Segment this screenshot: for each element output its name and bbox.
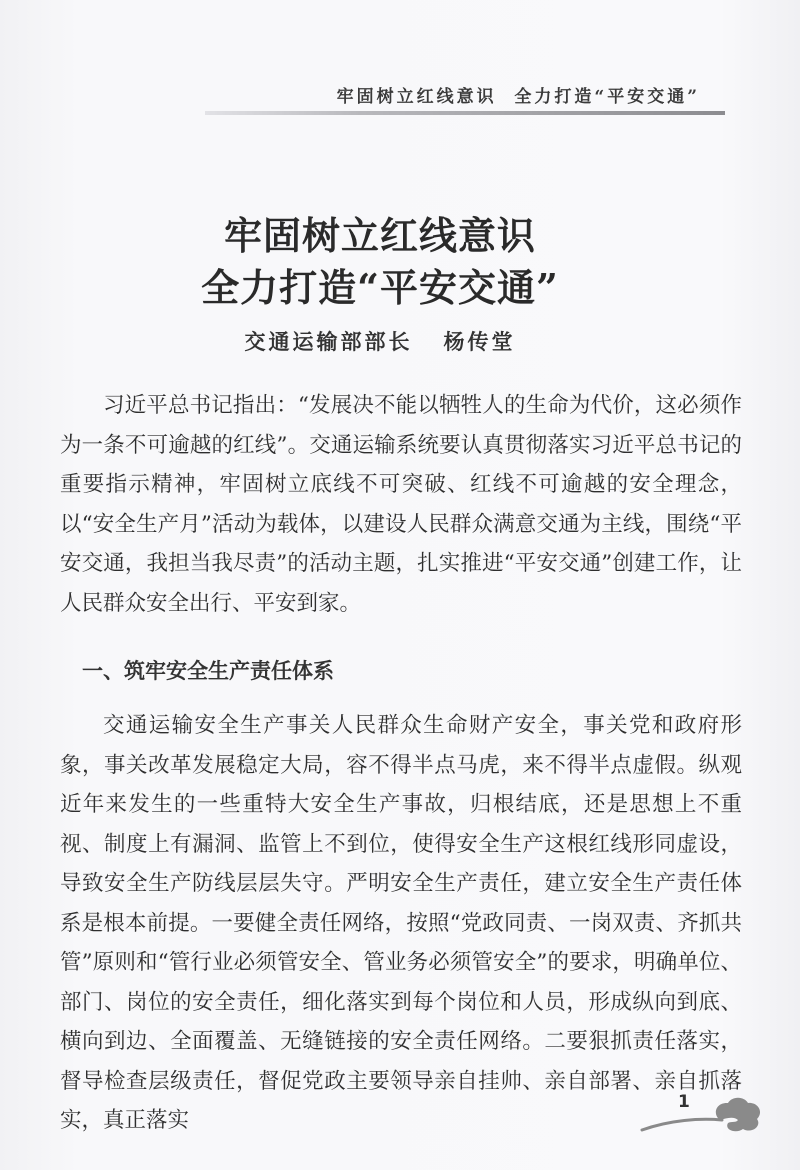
- author-byline: 交通运输部部长 杨传堂: [244, 329, 516, 354]
- article-title: [0, 210, 760, 314]
- header-rule-divider: [205, 111, 725, 115]
- intro-paragraph: 习近平总书记指出：“发展决不能以牺牲人的生命为代价，这必须作为一条不可逾越的红线”。交通运输系统要认真贯彻落实习近平总书记的重要指示精神，牢固树立底线不可突破、红线不可逾越的安全理念，以“安全生产月”活动为载体，以建设人民群众满意交通为主线，围绕“平安交通，我担当我尽责”的活动主题，扎实推进“平安交通”创建工作，让人民群众安全出行、平安到家。: [60, 393, 742, 616]
- article-title-line-1: 牢固树立红线意识: [223, 213, 536, 258]
- section-paragraph: 交通运输安全生产事关人民群众生命财产安全，事关党和政府形象，事关改革发展稳定大局，容不得半点马虎，来不得半点虚假。纵观近年来发生的一些重特大安全生产事故，归根结底，还是思想上不重视、制度上有漏洞、监管上不到位，使得安全生产这根红线形同虚设，导致安全生产防线层层失守。严明安全生产责任，建立安全生产责任体系是根本前提。一要健全责任网络，按照“党政同责、一岗双责、齐抓共管”原则和“管行业必须管安全、管业务必须管安全”的要求，明确单位、部门、岗位的安全责任，细化落实到每个岗位和人员，形成纵向到底、横向到边、全面覆盖、无缝链接的安全责任网络。二要狠抓责任落实，督导检查层级责任，督促党政主要领导亲自挂帅、亲自部署、亲自抓落实，真正落实: [60, 713, 742, 1133]
- running-header: 牢固树立红线意识 全力打造“平安交通”: [336, 87, 700, 107]
- section-heading: 一、筑牢安全生产责任体系: [82, 659, 334, 683]
- cloud-ornament-icon: [640, 1090, 770, 1140]
- page-number: 1: [678, 1092, 690, 1112]
- article-title-line-2: 全力打造“平安交通”: [201, 265, 559, 310]
